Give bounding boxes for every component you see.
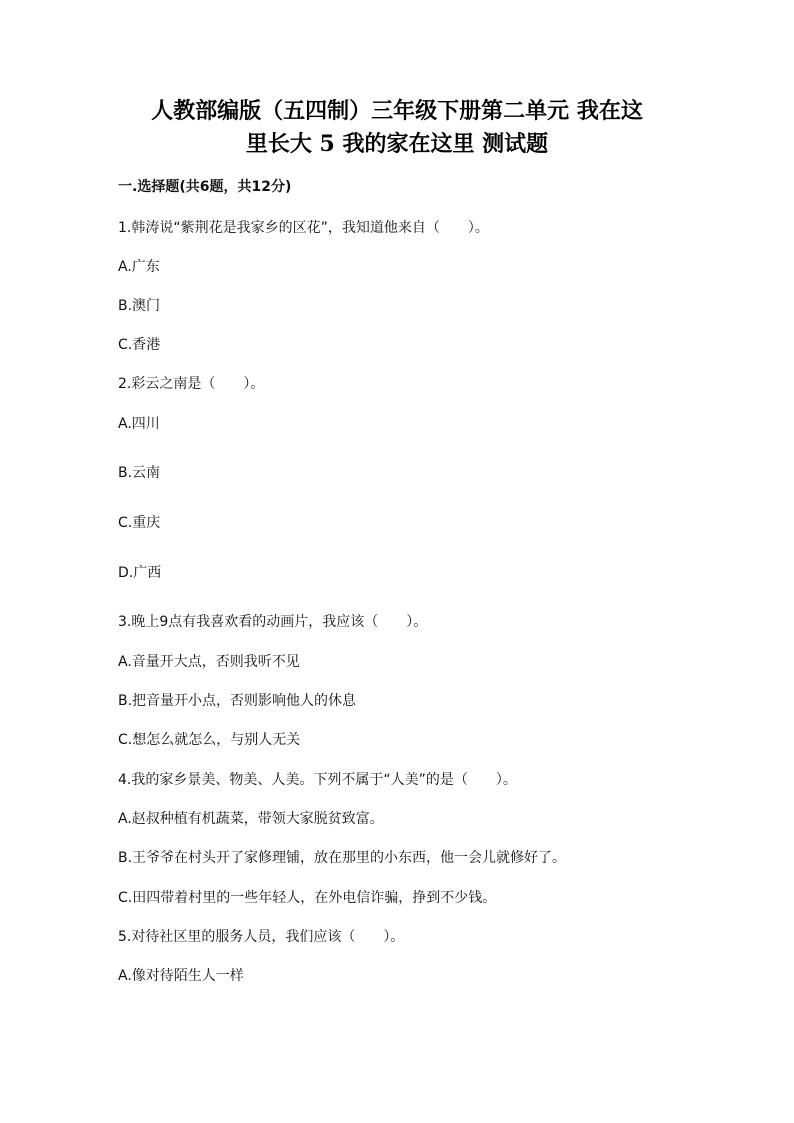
question-2-option-b: B.云南 xyxy=(118,465,161,481)
question-4-option-a: A.赵叔种植有机蔬菜，带领大家脱贫致富。 xyxy=(118,811,384,827)
question-1-option-c: C.香港 xyxy=(118,337,161,353)
question-5-stem: 5.对待社区里的服务人员，我们应该（ ）。 xyxy=(118,929,405,945)
question-3-option-b: B.把音量开小点，否则影响他人的休息 xyxy=(118,693,357,709)
question-2-stem: 2.彩云之南是（ ）。 xyxy=(118,376,265,392)
document-title-line-1: 人教部编版（五四制）三年级下册第二单元 我在这 xyxy=(151,98,643,124)
question-5-option-a: A.像对待陌生人一样 xyxy=(118,968,244,984)
question-3-option-c: C.想怎么就怎么，与别人无关 xyxy=(118,732,301,748)
question-2-option-c: C.重庆 xyxy=(118,515,161,531)
question-1-stem: 1.韩涛说“紫荆花是我家乡的区花”，我知道他来自（ ）。 xyxy=(118,220,489,236)
question-1-option-a: A.广东 xyxy=(118,259,160,275)
question-4-stem: 4.我的家乡景美、物美、人美。下列不属于“人美”的是（ ）。 xyxy=(118,772,517,788)
section-heading: 一.选择题(共6题，共12分) xyxy=(118,179,292,195)
question-4-option-b: B.王爷爷在村头开了家修理铺，放在那里的小东西，他一会儿就修好了。 xyxy=(118,850,567,866)
question-3-stem: 3.晚上9点有我喜欢看的动画片，我应该（ ）。 xyxy=(118,614,428,630)
question-2-option-a: A.四川 xyxy=(118,416,160,432)
question-1-option-b: B.澳门 xyxy=(118,298,161,314)
question-2-option-d: D.广西 xyxy=(118,565,162,581)
document-title-line-2: 里长大 5 我的家在这里 测试题 xyxy=(245,131,549,157)
question-3-option-a: A.音量开大点，否则我听不见 xyxy=(118,654,300,670)
question-4-option-c: C.田四带着村里的一些年轻人，在外电信诈骗，挣到不少钱。 xyxy=(118,890,497,906)
